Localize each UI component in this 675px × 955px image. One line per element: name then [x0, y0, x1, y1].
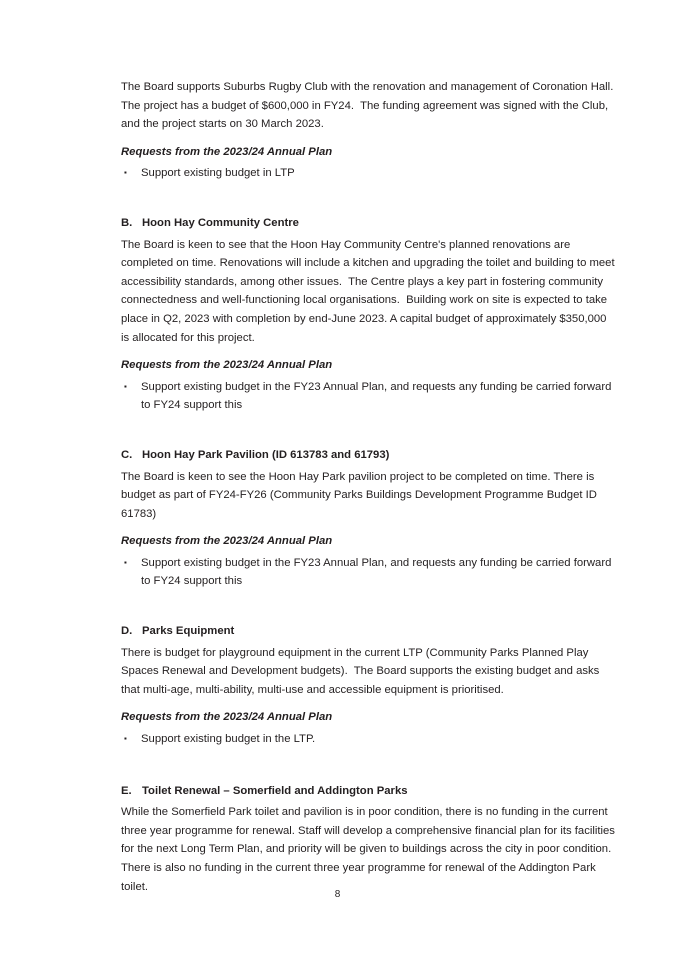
list-item-label: Support existing budget in the LTP. — [141, 733, 316, 746]
section-title-b: Hoon Hay Community Centre — [142, 216, 299, 229]
section-b-paragraph: The Board is keen to see that the Hoon Hay Community Centre's planned renovations are completed on time. Renovations will include a kitchen and upgrading the toilet and building to meet accessibility standards, among other issues. The Centre plays a key part in fostering community connectedness and well-functioning local organisations. Building work on site is expected to take place in Q2, 2023 with completion by end-June 2023. A capital budget of approximately $350,000 is allocated for this project. — [121, 238, 618, 344]
list-item — [121, 164, 617, 183]
spacer — [121, 415, 617, 446]
spacer — [121, 699, 617, 708]
section-c-paragraph: The Board is keen to see the Hoon Hay Park pavilion project to be completed on time. There is budget as part of FY24-FY26 (Community Parks Buildings Development Programme Budget ID 61783) — [121, 470, 601, 520]
intro-paragraph: The Board supports Suburbs Rugby Club with the renovation and management of Coronation Hall. The project has a budget of $600,000 in FY24. The funding agreement was signed with the Club, and the project starts on 30 March 2023. — [121, 81, 620, 131]
section-letter-c: C. — [121, 448, 133, 461]
spacer — [121, 134, 617, 143]
list-item-label: Support existing budget in the FY23 Annual Plan, and requests any funding be carried forward to FY24 support this — [141, 556, 612, 588]
list-item-label: Support existing budget in the FY23 Annual Plan, and requests any funding be carried forward to FY24 support this — [141, 380, 612, 412]
list-item — [121, 378, 617, 415]
section-c-requests-heading: Requests from the 2023/24 Annual Plan — [121, 535, 333, 548]
section-title-d: Parks Equipment — [142, 625, 235, 638]
section-title-e: Toilet Renewal – Somerfield and Addington Parks — [142, 784, 408, 797]
section-d-paragraph: There is budget for playground equipment in the current LTP (Community Parks Planned Play Spaces Renewal and Development budgets). The Board supports the existing budget and asks that multi-age, multi-ability, multi-use and accessible equipment is prioritised. — [121, 646, 603, 696]
spacer — [121, 591, 617, 622]
page-number: 8 — [334, 889, 341, 900]
spacer — [121, 347, 617, 356]
section-d-bullet-list — [121, 730, 617, 749]
document-content — [121, 78, 620, 896]
spacer — [121, 749, 617, 782]
spacer — [121, 183, 617, 214]
list-item — [121, 554, 617, 591]
square-bullet-icon: ▪ — [124, 734, 127, 744]
square-bullet-icon: ▪ — [124, 557, 127, 567]
section-heading-d — [121, 622, 617, 641]
section-heading-b — [121, 214, 617, 233]
section-letter-e: E. — [121, 784, 132, 797]
square-bullet-icon: ▪ — [124, 381, 127, 391]
intro-requests-heading: Requests from the 2023/24 Annual Plan — [121, 145, 333, 158]
section-e-paragraph: While the Somerfield Park toilet and pavilion is in poor condition, there is no funding in the current three year programme for renewal. Staff will develop a comprehensive financial plan for its facilities for the next Long Term Plan, and priority will be given to buildings across the city in poor condition. There is also no funding in the current three year programme for renewal of the Addington Park toilet. — [121, 806, 619, 893]
section-b-bullet-list — [121, 378, 617, 415]
section-letter-d: D. — [121, 625, 133, 638]
section-heading-e — [121, 782, 617, 801]
list-item-label: Support existing budget in LTP — [141, 167, 295, 180]
section-heading-c — [121, 446, 617, 465]
section-letter-b: B. — [121, 216, 133, 229]
section-title-c: Hoon Hay Park Pavilion (ID 613783 and 61793) — [142, 448, 390, 461]
section-b-requests-heading: Requests from the 2023/24 Annual Plan — [121, 359, 333, 372]
list-item — [121, 730, 617, 749]
spacer — [121, 523, 617, 532]
square-bullet-icon: ▪ — [124, 168, 127, 178]
intro-bullet-list — [121, 164, 617, 183]
section-d-requests-heading: Requests from the 2023/24 Annual Plan — [121, 711, 333, 724]
section-c-bullet-list — [121, 554, 617, 591]
